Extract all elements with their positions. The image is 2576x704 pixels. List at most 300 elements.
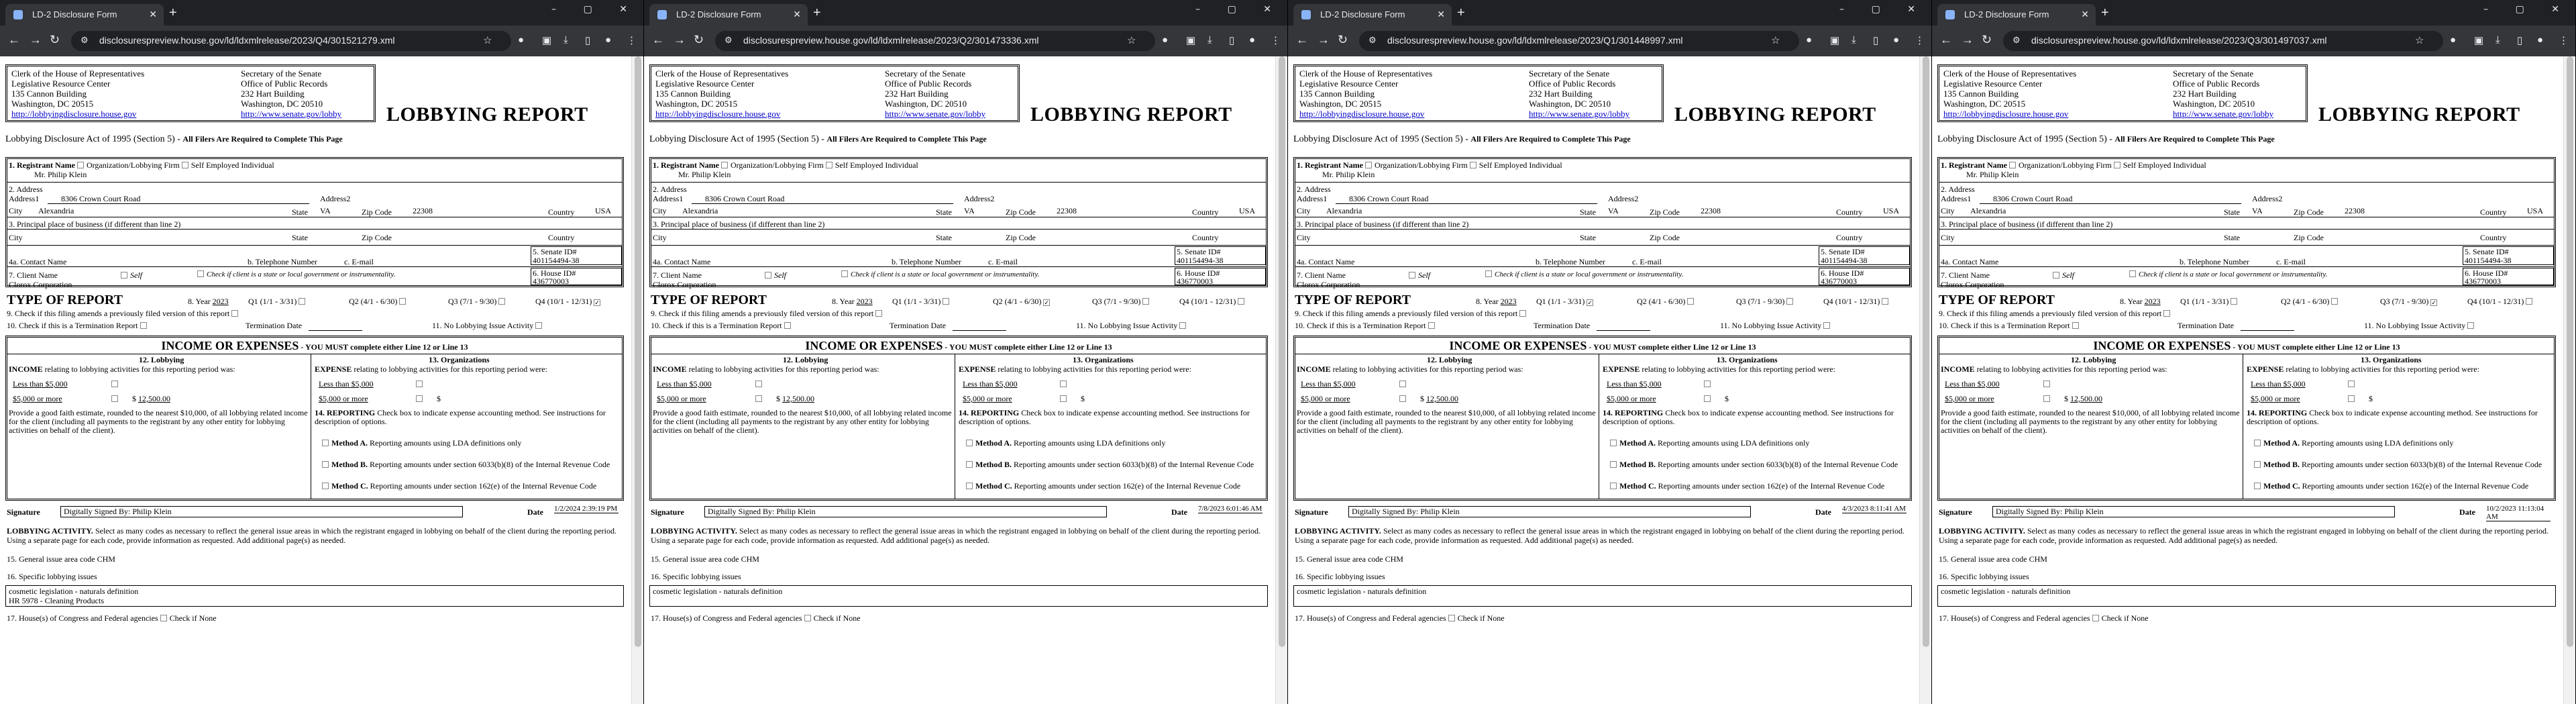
expense-less5k-checkbox[interactable] — [1704, 381, 1711, 387]
termination-checkbox[interactable] — [784, 322, 791, 329]
q1-checkbox[interactable] — [2231, 298, 2237, 305]
bookmark-star-icon[interactable]: ☆ — [483, 35, 492, 46]
browser-window — [1288, 0, 1932, 704]
check-none-checkbox[interactable] — [2092, 615, 2099, 621]
income-line — [1297, 364, 1523, 374]
issue-code-label: 15. General issue area code — [651, 554, 739, 564]
new-tab-button[interactable]: + — [1457, 5, 1465, 20]
underline — [1980, 203, 2241, 204]
q1-option[interactable] — [248, 297, 308, 307]
house-link[interactable]: http://lobbyingdisclosure.house.gov — [655, 109, 781, 119]
city-label: City — [9, 233, 23, 242]
expense-more5k-checkbox[interactable] — [1704, 395, 1711, 402]
sidepanel-icon[interactable]: ▯ — [1873, 35, 1879, 46]
q4-checkbox[interactable] — [2526, 298, 2532, 305]
signature-label: Signature — [1295, 507, 1328, 517]
address-bar[interactable] — [1359, 31, 1799, 51]
scrollbar[interactable] — [1275, 56, 1287, 704]
favicon-icon — [657, 10, 667, 19]
principal-label: 3. Principal place of business (if different than line 2) — [1297, 219, 1469, 229]
address-bar[interactable] — [71, 31, 511, 51]
income-less5k-checkbox[interactable] — [1399, 381, 1406, 387]
termination-checkbox[interactable] — [140, 322, 147, 329]
no-activity-line — [1720, 321, 1833, 331]
income-line — [9, 364, 235, 374]
income-more5k-checkbox[interactable] — [111, 395, 118, 402]
senate-link[interactable]: http://www.senate.gov/lobby — [2173, 109, 2274, 119]
address2-label: Address2 — [320, 194, 351, 203]
self-emp-label: Self Employed Individual — [191, 160, 274, 170]
menu-icon[interactable]: ⋮ — [1271, 35, 1281, 46]
q2-checkbox[interactable] — [2331, 298, 2338, 305]
date-label: Date — [1171, 507, 1187, 517]
no-activity-checkbox[interactable] — [535, 322, 542, 329]
income-less5k-checkbox[interactable] — [111, 381, 118, 387]
specific-issues-label: 16. Specific lobbying issues — [1939, 572, 2029, 581]
check-none-label: Check if None — [2101, 613, 2149, 623]
clerk-line: 135 Cannon Building — [655, 89, 731, 99]
income-line — [1941, 364, 2167, 374]
q2-option[interactable] — [2281, 297, 2341, 307]
income-rel: relating to lobbying activities for this reporting period was: — [1976, 364, 2167, 374]
method-c — [1608, 481, 1884, 491]
issue-code-value: CHM — [741, 554, 759, 564]
state-label: State — [1580, 233, 1596, 242]
forward-icon[interactable]: → — [1318, 33, 1330, 46]
clerk-line: Clerk of the House of Representatives — [655, 68, 789, 79]
scrollbar-thumb[interactable] — [1279, 56, 1285, 647]
extensions-puzzle-icon[interactable]: ▣ — [542, 35, 552, 46]
method-a — [964, 438, 1165, 448]
country-value: USA — [1239, 206, 1256, 215]
address-bar[interactable] — [2003, 31, 2443, 51]
underline — [309, 330, 362, 331]
no-activity-label: 11. No Lobbying Issue Activity — [1720, 321, 1822, 330]
q2-option[interactable] — [349, 297, 409, 307]
new-tab-button[interactable]: + — [169, 5, 177, 20]
signature-label: Signature — [1939, 507, 1972, 517]
income-rel: relating to lobbying activities for this reporting period was: — [44, 364, 235, 374]
scrollbar-thumb[interactable] — [635, 56, 641, 647]
org-checkbox[interactable] — [2009, 162, 2016, 168]
issue-code-value: CHM — [97, 554, 115, 564]
address1-label: Address1 — [653, 194, 684, 203]
q4-checkbox[interactable] — [1882, 298, 1888, 305]
state-local-checkbox[interactable] — [197, 270, 204, 277]
email-label: c. E-mail — [1632, 257, 1662, 266]
check-none-checkbox[interactable] — [160, 615, 167, 621]
expense-less5k: Less than $5,000 — [1607, 379, 1662, 389]
address1-value: 8306 Crown Court Road — [1993, 194, 2073, 203]
method-c — [320, 481, 596, 491]
address-header-box — [649, 64, 1020, 122]
senate-link[interactable]: http://www.senate.gov/lobby — [885, 109, 986, 119]
income-less5k: Less than $5,000 — [1945, 379, 2000, 389]
profile-icon[interactable]: ● — [1249, 34, 1256, 46]
income-more5k-checkbox[interactable] — [755, 395, 762, 402]
divider — [7, 182, 622, 183]
termination-label: 10. Check if this is a Termination Report — [1295, 321, 1426, 330]
amend-line — [1295, 309, 1529, 319]
tab-bar — [1932, 0, 2575, 26]
expense-more5k-checkbox[interactable] — [2348, 395, 2355, 402]
method-a-checkbox[interactable] — [1610, 440, 1617, 446]
q2-checkbox[interactable] — [1687, 298, 1694, 305]
house-id-value: 436770003 — [533, 276, 569, 286]
scrollbar[interactable] — [631, 56, 643, 704]
estimate-text: Provide a good faith estimate, rounded to the nearest $10,000, of all lobbying related income for the client (including all payments to the registrant by any other entity for lobbying activities on behalf of the client). — [9, 408, 308, 435]
q4-option[interactable] — [1823, 297, 1891, 307]
income-less5k-checkbox[interactable] — [2043, 381, 2050, 387]
year-label: 8. Year — [1476, 297, 1499, 306]
self-checkbox[interactable] — [1470, 162, 1477, 168]
method-b-label: Method B. — [331, 460, 368, 469]
site-info-icon[interactable]: ⚙ — [2012, 35, 2021, 45]
back-icon[interactable]: ← — [652, 33, 664, 46]
method-b-checkbox[interactable] — [1610, 461, 1617, 468]
q1-option[interactable] — [1536, 297, 1596, 307]
divider — [1939, 266, 2554, 267]
clerk-line: Legislative Resource Center — [1299, 79, 1399, 89]
bookmark-star-icon[interactable]: ☆ — [1127, 35, 1136, 46]
method-a-checkbox[interactable] — [966, 440, 973, 446]
specific-issues-label: 16. Specific lobbying issues — [1295, 572, 1385, 581]
q1-checkbox[interactable] — [299, 298, 305, 305]
no-activity-checkbox[interactable] — [1823, 322, 1830, 329]
profile-icon[interactable]: ● — [2537, 34, 2544, 46]
clerk-line: 135 Cannon Building — [11, 89, 87, 99]
expense-less5k-checkbox[interactable] — [416, 381, 423, 387]
expense-dollar: $ — [2369, 394, 2373, 403]
download-icon[interactable]: ⤓ — [1851, 34, 1856, 46]
method-c-checkbox[interactable] — [2254, 483, 2261, 489]
scrollbar[interactable] — [1919, 56, 1931, 704]
no-activity-checkbox[interactable] — [2467, 322, 2474, 329]
check-none-checkbox[interactable] — [804, 615, 811, 621]
window-controls[interactable]: – ▢ ✕ — [551, 4, 639, 15]
specific-issues-box — [1293, 585, 1912, 607]
income-more5k-checkbox[interactable] — [2043, 395, 2050, 402]
lobbying-heading: 12. Lobbying — [783, 355, 828, 364]
browser-toolbar — [1288, 26, 1931, 56]
extension-icon[interactable]: ● — [2450, 34, 2457, 46]
self-emp-label: Self Employed Individual — [835, 160, 918, 170]
bookmark-star-icon[interactable]: ☆ — [2415, 35, 2424, 46]
address1-value: 8306 Crown Court Road — [705, 194, 785, 203]
window-controls[interactable]: – ▢ ✕ — [1195, 4, 1283, 15]
phone-label: b. Telephone Number — [1536, 257, 1605, 266]
house-id-box — [1819, 268, 1910, 285]
state-local-checkbox[interactable] — [1485, 270, 1492, 277]
self-client-checkbox[interactable] — [121, 272, 127, 279]
senate-link[interactable]: http://www.senate.gov/lobby — [1529, 109, 1630, 119]
menu-icon[interactable]: ⋮ — [1915, 35, 1925, 46]
senate-line: Office of Public Records — [885, 79, 972, 89]
site-info-icon[interactable]: ⚙ — [80, 35, 89, 45]
q4-option[interactable] — [2467, 297, 2535, 307]
city-label: City — [1941, 206, 1955, 215]
sidepanel-icon[interactable]: ▯ — [585, 35, 591, 46]
self-checkbox[interactable] — [826, 162, 833, 168]
lobbying-heading: 12. Lobbying — [139, 355, 184, 364]
method-c-label: Method C. — [331, 481, 368, 491]
close-tab-icon[interactable]: ✕ — [793, 9, 801, 19]
scrollbar-thumb[interactable] — [1923, 56, 1929, 647]
divider — [7, 245, 622, 246]
back-icon[interactable]: ← — [1296, 33, 1308, 46]
method-c-label: Method C. — [975, 481, 1012, 491]
org-checkbox[interactable] — [77, 162, 84, 168]
clerk-line: Washington, DC 20515 — [655, 99, 738, 109]
state-local-checkbox[interactable] — [841, 270, 848, 277]
method-a-checkbox[interactable] — [2254, 440, 2261, 446]
house-id-value: 436770003 — [1177, 276, 1213, 286]
q1-label: Q1 (1/1 - 3/31) — [248, 297, 297, 306]
self-client-checkbox[interactable] — [765, 272, 771, 279]
reporting-text — [315, 409, 618, 426]
amend-label: 9. Check if this filing amends a previously filed version of this report — [1939, 309, 2162, 318]
act-text: Lobbying Disclosure Act of 1995 (Section 5) - — [649, 134, 827, 144]
expense-more5k-checkbox[interactable] — [416, 395, 423, 402]
self-checkbox[interactable] — [182, 162, 189, 168]
new-tab-button[interactable]: + — [2101, 5, 2109, 20]
method-a-checkbox[interactable] — [322, 440, 329, 446]
extension-icon[interactable]: ● — [1806, 34, 1813, 46]
address2-label: Address2 — [2252, 194, 2283, 203]
state-label: State — [936, 233, 952, 242]
amend-checkbox[interactable] — [1519, 310, 1526, 317]
dollar-sign: $ — [132, 394, 136, 403]
senate-link[interactable]: http://www.senate.gov/lobby — [241, 109, 342, 119]
amend-checkbox[interactable] — [231, 310, 238, 317]
q4-checkbox[interactable]: ✓ — [594, 299, 600, 306]
q2-checkbox[interactable] — [399, 298, 406, 305]
method-c-checkbox[interactable] — [966, 483, 973, 489]
amend-label: 9. Check if this filing amends a previously filed version of this report — [1295, 309, 1518, 318]
forward-icon[interactable]: → — [674, 33, 686, 46]
forward-icon[interactable]: → — [1962, 33, 1974, 46]
senate-id-value: 401154494-38 — [2465, 256, 2512, 265]
method-c-checkbox[interactable] — [322, 483, 329, 489]
q3-checkbox[interactable] — [1142, 298, 1149, 305]
method-a-label: Method A. — [1619, 438, 1656, 448]
zip-value: 22308 — [1057, 206, 1077, 215]
site-info-icon[interactable]: ⚙ — [724, 35, 733, 45]
q3-checkbox[interactable] — [498, 298, 505, 305]
scrollbar[interactable] — [2563, 56, 2575, 704]
url-text: disclosurespreview.house.gov/ld/ldxmlrelease/2023/Q4/301521279.xml — [99, 35, 395, 46]
income-less5k-checkbox[interactable] — [755, 381, 762, 387]
sidepanel-icon[interactable]: ▯ — [1229, 35, 1235, 46]
issue-code-value: CHM — [1385, 554, 1403, 564]
forward-icon[interactable]: → — [30, 33, 42, 46]
page-content — [0, 56, 632, 704]
close-tab-icon[interactable]: ✕ — [2081, 9, 2089, 19]
amend-checkbox[interactable] — [875, 310, 882, 317]
issue-text: cosmetic legislation - naturals definition — [1941, 587, 2071, 596]
q1-option[interactable] — [2180, 297, 2240, 307]
menu-icon[interactable]: ⋮ — [2559, 35, 2569, 46]
reload-icon[interactable]: ↻ — [1338, 33, 1348, 46]
act-text: Lobbying Disclosure Act of 1995 (Section 5) - — [5, 134, 183, 144]
extensions-puzzle-icon[interactable]: ▣ — [2474, 35, 2484, 46]
profile-icon[interactable]: ● — [1893, 34, 1900, 46]
method-a — [2252, 438, 2453, 448]
method-b-checkbox[interactable] — [966, 461, 973, 468]
method-b — [320, 460, 610, 470]
extension-icon[interactable]: ● — [518, 34, 525, 46]
organizations-heading: 13. Organizations — [429, 355, 490, 364]
method-c-checkbox[interactable] — [1610, 483, 1617, 489]
email-label: c. E-mail — [2276, 257, 2306, 266]
reporting-label: 14. REPORTING — [959, 408, 1020, 417]
site-info-icon[interactable]: ⚙ — [1368, 35, 1377, 45]
address-bar[interactable] — [715, 31, 1155, 51]
q4-checkbox[interactable] — [1238, 298, 1244, 305]
page-title: LOBBYING REPORT — [1030, 103, 1232, 125]
q2-option[interactable] — [1637, 297, 1697, 307]
scrollbar-thumb[interactable] — [2567, 56, 2573, 647]
self-label: Self — [2062, 270, 2074, 280]
no-activity-checkbox[interactable] — [1179, 322, 1186, 329]
extension-icon[interactable]: ● — [1162, 34, 1169, 46]
download-icon[interactable]: ⤓ — [564, 34, 568, 46]
q4-option[interactable] — [535, 297, 603, 307]
house-link[interactable]: http://lobbyingdisclosure.house.gov — [11, 109, 137, 119]
browser-tab[interactable] — [1937, 4, 2096, 26]
back-icon[interactable]: ← — [1940, 33, 1952, 46]
country-label: Country — [2480, 207, 2507, 217]
window-controls[interactable]: – ▢ ✕ — [2483, 4, 2571, 15]
page-title: LOBBYING REPORT — [386, 103, 588, 125]
profile-icon[interactable]: ● — [605, 34, 612, 46]
method-b-checkbox[interactable] — [2254, 461, 2261, 468]
menu-icon[interactable]: ⋮ — [627, 35, 637, 46]
browser-tab[interactable] — [5, 4, 164, 26]
amend-checkbox[interactable] — [2163, 310, 2170, 317]
q1-checkbox[interactable] — [943, 298, 949, 305]
self-checkbox[interactable] — [2114, 162, 2121, 168]
download-icon[interactable]: ⤓ — [1208, 34, 1212, 46]
address1-value: 8306 Crown Court Road — [61, 194, 141, 203]
q2-option[interactable] — [993, 297, 1053, 307]
reload-icon[interactable]: ↻ — [694, 33, 704, 46]
expense-less5k-checkbox[interactable] — [1060, 381, 1067, 387]
self-client-checkbox[interactable] — [2053, 272, 2059, 279]
page-content — [1288, 56, 1920, 704]
income-title: INCOME OR EXPENSES — [1449, 339, 1587, 352]
house-id-label: 6. House ID# — [2465, 268, 2508, 278]
divider — [651, 266, 1266, 267]
expense-more5k-checkbox[interactable] — [1060, 395, 1067, 402]
close-tab-icon[interactable]: ✕ — [149, 9, 157, 19]
q3-option[interactable] — [1092, 297, 1152, 307]
address-label: 2. Address — [9, 185, 43, 194]
city-value: Alexandria — [1326, 206, 1362, 215]
termination-checkbox[interactable] — [1428, 322, 1435, 329]
reporting-desc: Check box to indicate expense accounting method. See instructions for description of options. — [315, 408, 606, 426]
back-icon[interactable]: ← — [8, 33, 20, 46]
income-more5k: $5,000 or more — [657, 394, 706, 403]
method-b-checkbox[interactable] — [322, 461, 329, 468]
close-tab-icon[interactable]: ✕ — [1437, 9, 1445, 19]
termination-checkbox[interactable] — [2072, 322, 2079, 329]
lobbying-heading: 12. Lobbying — [2071, 355, 2116, 364]
q3-checkbox[interactable]: ✓ — [2431, 299, 2436, 306]
tab-title: LD-2 Disclosure Form — [32, 9, 117, 19]
clerk-line: Clerk of the House of Representatives — [1299, 68, 1433, 79]
self-client-checkbox[interactable] — [1409, 272, 1415, 279]
signature-value: Digitally Signed By: Philip Klein — [704, 506, 1107, 517]
q1-checkbox[interactable]: ✓ — [1587, 299, 1593, 306]
expense-less5k-checkbox[interactable] — [2348, 381, 2355, 387]
state-value: VA — [1608, 206, 1619, 215]
income-more5k: $5,000 or more — [13, 394, 62, 403]
bookmark-star-icon[interactable]: ☆ — [1771, 35, 1780, 46]
house-id-box — [1175, 268, 1266, 285]
year-value: 2023 — [856, 297, 873, 306]
expense-less5k: Less than $5,000 — [319, 379, 374, 389]
senate-line: 232 Hart Building — [2173, 89, 2237, 99]
q1-option[interactable] — [892, 297, 952, 307]
q3-checkbox[interactable] — [1786, 298, 1793, 305]
extensions-puzzle-icon[interactable]: ▣ — [1830, 35, 1840, 46]
act-text: Lobbying Disclosure Act of 1995 (Section 5) - — [1937, 134, 2115, 144]
divider — [1295, 182, 1910, 183]
act-line — [5, 134, 343, 145]
q3-option[interactable] — [448, 297, 508, 307]
window-controls[interactable]: – ▢ ✕ — [1839, 4, 1927, 15]
state-local-checkbox[interactable] — [2129, 270, 2136, 277]
country-label: Country — [1192, 233, 1219, 242]
act-line — [649, 134, 987, 145]
house-link[interactable]: http://lobbyingdisclosure.house.gov — [1943, 109, 2069, 119]
clerk-line: Washington, DC 20515 — [11, 99, 94, 109]
issue-text: cosmetic legislation - naturals definition — [1297, 587, 1427, 596]
q3-option[interactable] — [1736, 297, 1796, 307]
signature-value: Digitally Signed By: Philip Klein — [60, 506, 463, 517]
expense-label: EXPENSE — [1603, 364, 1640, 374]
registrant-value: Mr. Philip Klein — [678, 170, 731, 179]
phone-label: b. Telephone Number — [2180, 257, 2249, 266]
check-none-checkbox[interactable] — [1448, 615, 1455, 621]
specific-issues-label: 16. Specific lobbying issues — [7, 572, 97, 581]
senate-id-label: 5. Senate ID# — [1177, 247, 1221, 256]
q4-option[interactable] — [1179, 297, 1247, 307]
contact-label: 4a. Contact Name — [1941, 257, 1999, 266]
q1-label: Q1 (1/1 - 3/31) — [892, 297, 941, 306]
browser-tab[interactable] — [649, 4, 808, 26]
type-of-report-heading: TYPE OF REPORT — [1939, 293, 2055, 307]
extensions-puzzle-icon[interactable]: ▣ — [1186, 35, 1196, 46]
income-more5k-checkbox[interactable] — [1399, 395, 1406, 402]
reload-icon[interactable]: ↻ — [50, 33, 60, 46]
reload-icon[interactable]: ↻ — [1982, 33, 1992, 46]
q2-checkbox[interactable]: ✓ — [1044, 299, 1049, 306]
browser-tab[interactable] — [1293, 4, 1452, 26]
income-box — [5, 336, 624, 501]
method-b-desc: Reporting amounts under section 6033(b)(8) of the Internal Revenue Code — [1014, 460, 1254, 469]
org-checkbox[interactable] — [1365, 162, 1372, 168]
sidepanel-icon[interactable]: ▯ — [2517, 35, 2523, 46]
new-tab-button[interactable]: + — [813, 5, 821, 20]
house-link[interactable]: http://lobbyingdisclosure.house.gov — [1299, 109, 1425, 119]
q3-option[interactable] — [2380, 297, 2440, 307]
download-icon[interactable]: ⤓ — [2496, 34, 2500, 46]
state-label: State — [2224, 207, 2240, 217]
address-label: 2. Address — [1297, 185, 1331, 194]
org-checkbox[interactable] — [721, 162, 728, 168]
